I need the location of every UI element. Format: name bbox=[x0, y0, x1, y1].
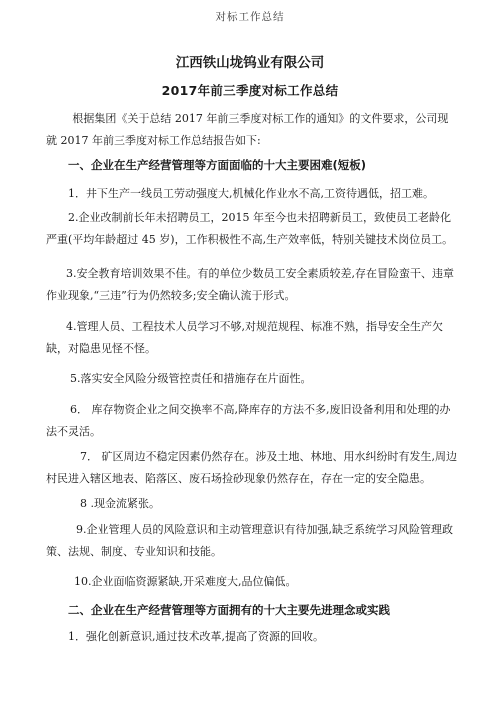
section-heading-practices: 二、企业在生产经营管理等方面拥有的十大主要先进理念或实践 bbox=[68, 603, 390, 617]
running-header: 对标工作总结 bbox=[215, 11, 285, 23]
intro-paragraph: 根据集团《关于总结 2017 年前三季度对标工作的通知》的文件要求，公司现就 2017 年前三季度对标工作总结报告如下: bbox=[46, 112, 449, 147]
list-item: 1．井下生产一线员工劳动强度大,机械化作业水不高,工资待遇低，招工难。 bbox=[68, 187, 434, 200]
list-item: 6． 库存物资企业之间交换率不高,降库存的方法不多,废旧设备利用和处理的办法不灵活。 bbox=[46, 403, 451, 438]
company-name: 江西铁山垅钨业有限公司 bbox=[175, 55, 325, 71]
list-item: 7． 矿区周边不稳定因素仍然存在。涉及土地、林地、用水纠纷时有发生,周边村民进入辖区地表、陷落区、废石场捡砂现象仍然存在，存在一定的安全隐患。 bbox=[46, 450, 457, 485]
list-item: 1．强化创新意识,通过技术改革,提高了资源的回收。 bbox=[68, 630, 324, 643]
list-item: 3.安全教育培训效果不佳。有的单位少数员工安全素质较差,存在冒险蛮干、违章作业现象,“三违”行为仍然较多;安全确认流于形式。 bbox=[46, 267, 454, 302]
report-title: 2017年前三季度对标工作总结 bbox=[161, 83, 339, 98]
list-item: 8 .现金流紧张。 bbox=[80, 497, 160, 510]
section-heading-difficulties: 一、企业在生产经营管理等方面面临的十大主要困难(短板) bbox=[68, 158, 367, 172]
list-item: 2.企业改制前长年未招聘员工，2015 年至今也未招聘新员工，致使员工老龄化严重(平均年龄超过 45 岁)，工作积极性不高,生产效率低，特别关键技术岗位员工。 bbox=[46, 211, 454, 246]
list-item: 5.落实安全风险分级管控责任和措施存在片面性。 bbox=[70, 372, 312, 385]
list-item: 10.企业面临资源紧缺,开采难度大,品位偏低。 bbox=[74, 575, 297, 588]
list-item: 4.管理人员、工程技术人员学习不够,对规范规程、标准不熟，指导安全生产欠缺，对隐患见怪不怪。 bbox=[46, 320, 443, 355]
list-item: 9.企业管理人员的风险意识和主动管理意识有待加强,缺乏系统学习风险管理政策、法规、制度、专业知识和技能。 bbox=[46, 523, 453, 558]
